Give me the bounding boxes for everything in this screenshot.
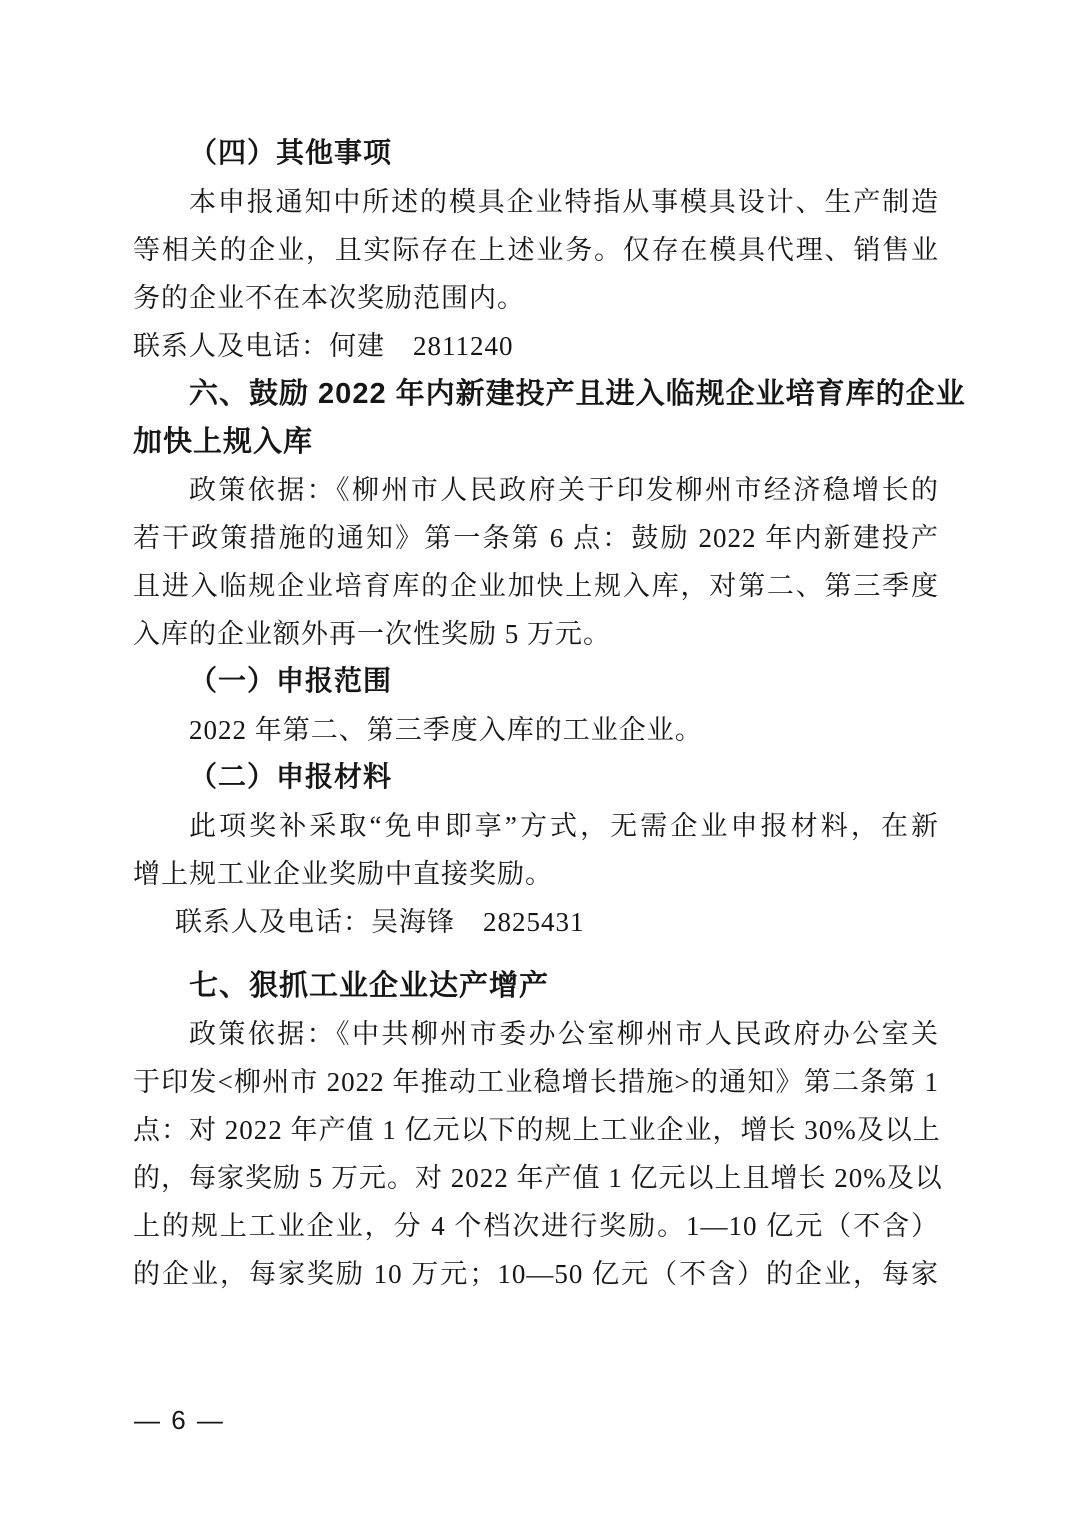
contact-he-jian: 联系人及电话：何建 2811240 [133, 331, 514, 361]
para-application-materials-line-1: 此项奖补采取“免申即享”方式，无需企业申报材料，在新 [189, 811, 939, 841]
document-body [133, 130, 966, 1298]
para-policy-basis-6-line-3: 且进入临规企业培育库的企业加快上规入库，对第二、第三季度 [133, 571, 939, 601]
heading-section-6-line-1: 六、鼓励 2022 年内新建投产且进入临规企业培育库的企业 [189, 378, 966, 410]
para-policy-basis-7-line-2: 于印发<柳州市 2022 年推动工业稳增长措施>的通知》第二条第 1 [133, 1067, 939, 1097]
para-policy-basis-6-line-2: 若干政策措施的通知》第一条第 6 点：鼓励 2022 年内新建投产 [133, 523, 939, 553]
para-mold-definition-line-3: 务的企业不在本次奖励范围内。 [133, 283, 525, 313]
para-application-scope: 2022 年第二、第三季度入库的工业企业。 [189, 715, 703, 745]
heading-section-7: 七、狠抓工业企业达产增产 [189, 970, 550, 1002]
para-policy-basis-7-line-1: 政策依据：《中共柳州市委办公室柳州市人民政府办公室关 [189, 1019, 939, 1049]
page-footer [134, 1400, 225, 1440]
para-application-materials-line-2: 增上规工业企业奖励中直接奖励。 [133, 859, 553, 889]
para-policy-basis-6-line-4: 入库的企业额外再一次性奖励 5 万元。 [133, 619, 611, 649]
para-policy-basis-7-line-4: 的，每家奖励 5 万元。对 2022 年产值 1 亿元以上且增长 20%及以 [133, 1163, 943, 1193]
para-policy-basis-6-line-1: 政策依据：《柳州市人民政府关于印发柳州市经济稳增长的 [189, 475, 939, 505]
para-mold-definition-line-2: 等相关的企业，且实际存在上述业务。仅存在模具代理、销售业 [133, 235, 939, 265]
subheading-application-materials: （二）申报材料 [189, 762, 393, 793]
para-mold-definition-line-1: 本申报通知中所述的模具企业特指从事模具设计、生产制造 [189, 187, 939, 217]
para-policy-basis-7-line-6: 的企业，每家奖励 10 万元；10—50 亿元（不含）的企业，每家 [133, 1259, 939, 1289]
subheading-application-scope: （一）申报范围 [189, 666, 393, 697]
para-policy-basis-7-line-5: 上的规上工业企业，分 4 个档次进行奖励。1—10 亿元（不含） [133, 1211, 939, 1241]
contact-wu-haifeng: 联系人及电话：吴海锋 2825431 [175, 907, 585, 937]
page-number: — 6 — [134, 1405, 225, 1435]
para-policy-basis-7-line-3: 点：对 2022 年产值 1 亿元以下的规上工业企业，增长 30%及以上 [133, 1115, 941, 1145]
heading-section-6-line-2: 加快上规入库 [133, 426, 314, 458]
subheading-section-4-other-matters: （四）其他事项 [189, 138, 393, 169]
